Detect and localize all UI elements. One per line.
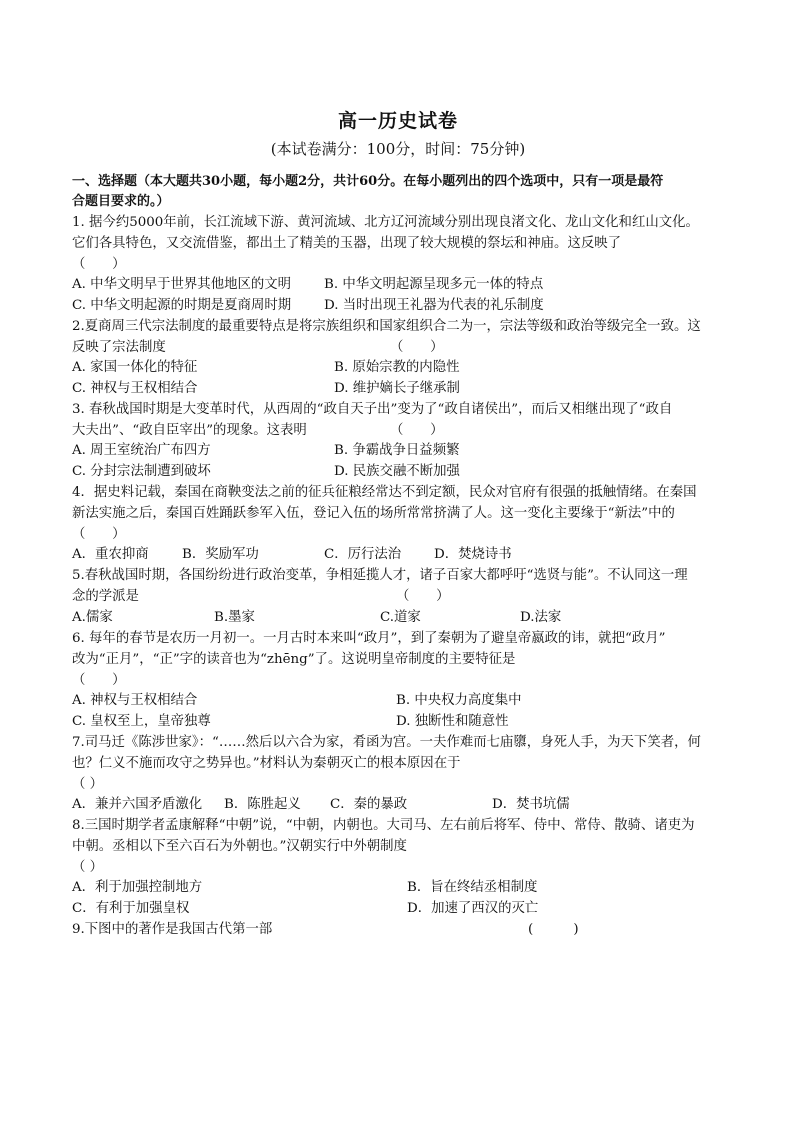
q6-option-d: D. 独断性和随意性 [396, 714, 509, 729]
q4-answer-paren: （ ） [72, 527, 126, 542]
q9-answer-paren: ( ) [528, 922, 579, 937]
q4-stem-line2: 新法实施之后，秦国百姓踊跃参军入伍，登记入伍的场所常常挤满了人。这一变化主要缘于“新法”中的 [72, 506, 675, 521]
section-heading-line1: 一、选择题（本大题共30小题，每小题2分，共计60分。在每小题列出的四个选项中，只有一项是最符 [72, 174, 664, 189]
q2-option-c: C. 神权与王权相结合 [72, 381, 198, 396]
q7-answer-paren: （ ） [72, 777, 104, 792]
section-heading-line2: 合题目要求的。） [72, 194, 170, 209]
q7-option-a: A．兼并六国矛盾激化 [72, 797, 203, 812]
q5-option-d: D.法家 [520, 610, 562, 625]
q5-option-c: C.道家 [380, 610, 421, 625]
q3-option-c: C. 分封宗法制遭到破坏 [72, 464, 211, 479]
q3-option-d: D. 民族交融不断加强 [334, 464, 460, 479]
q8-option-a: A．利于加强控制地方 [72, 880, 203, 895]
q5-answer-paren: （ ） [396, 589, 450, 604]
q2-stem-line2: 反映了宗法制度 [72, 340, 166, 355]
q6-answer-paren: （ ） [72, 673, 126, 688]
q7-option-c: C．秦的暴政 [330, 797, 408, 812]
q5-option-a: A.儒家 [72, 610, 113, 625]
q6-option-b: B. 中央权力高度集中 [396, 693, 522, 708]
q1-option-a: A. 中华文明早于世界其他地区的文明 [72, 277, 292, 292]
q1-stem-line1: 1. 据今约5000年前，长江流域下游、黄河流域、北方辽河流域分别出现良渚文化、龙山文化和红山文化。 [72, 215, 699, 230]
q3-option-a: A. 周王室统治广布四方 [72, 443, 211, 458]
q4-option-c: C．厉行法治 [324, 547, 402, 562]
q9-stem-line1: 9.下图中的著作是我国古代第一部 [72, 922, 273, 937]
q1-stem-line2: 它们各具特色，又交流借鉴，都出土了精美的玉器，出现了较大规模的祭坛和神庙。这反映了 [72, 236, 622, 251]
q2-option-a: A. 家国一体化的特征 [72, 360, 198, 375]
q8-option-c: C．有利于加强皇权 [72, 901, 190, 916]
q5-stem-line2: 念的学派是 [72, 589, 139, 604]
q6-stem-line1: 6. 每年的春节是农历一月初一。一月古时本来叫“政月”，到了秦朝为了避皇帝嬴政的讳，就把“政月” [72, 631, 666, 646]
q8-option-b: B．旨在终结丞相制度 [407, 880, 538, 895]
q1-option-b: B. 中华文明起源呈现多元一体的特点 [324, 277, 544, 292]
q4-option-b: B．奖励军功 [182, 547, 259, 562]
q3-stem-line2: 大夫出”、“政自臣宰出”的现象。这表明 [72, 423, 307, 438]
q5-stem-line1: 5.春秋战国时期，各国纷纷进行政治变革，争相延揽人才，诸子百家大都呼吁“选贤与能”。不认同这一理 [72, 568, 688, 583]
exam-title: 高一历史试卷 [337, 110, 458, 132]
q2-stem-line1: 2.夏商周三代宗法制度的最重要特点是将宗族组织和国家组织合二为一，宗法等级和政治等级完全一致。这 [72, 319, 701, 334]
q8-stem-line1: 8.三国时期学者孟康解释“中朝”说，“中朝，内朝也。大司马、左右前后将军、侍中、常侍、散骑、诸吏为 [72, 818, 695, 833]
q7-option-d: D．焚书坑儒 [492, 797, 570, 812]
q7-stem-line1: 7.司马迁《陈涉世家》：“……然后以六合为家，肴函为宫。一夫作难而七庙隳，身死人手，为天下笑者，何 [72, 735, 701, 750]
q8-answer-paren: （ ） [72, 860, 104, 875]
q4-option-d: D．焚烧诗书 [434, 547, 512, 562]
q6-option-c: C. 皇权至上，皇帝独尊 [72, 714, 211, 729]
q1-option-d: D. 当时出现王礼器为代表的礼乐制度 [324, 298, 544, 313]
q4-option-a: A．重农抑商 [72, 547, 149, 562]
q7-stem-line2: 也？仁义不施而攻守之势异也。”材料认为秦朝灭亡的根本原因在于 [72, 756, 461, 771]
q1-option-c: C. 中华文明起源的时期是夏商周时期 [72, 298, 292, 313]
q3-option-b: B. 争霸战争日益频繁 [334, 443, 460, 458]
q2-answer-paren: （ ） [390, 340, 444, 355]
q2-option-b: B. 原始宗教的内隐性 [334, 360, 460, 375]
q5-option-b: B.墨家 [214, 610, 255, 625]
q6-option-a: A. 神权与王权相结合 [72, 693, 198, 708]
q1-answer-paren: （ ） [72, 257, 126, 272]
q7-option-b: B．陈胜起义 [224, 797, 301, 812]
q8-stem-line2: 中朝。丞相以下至六百石为外朝也。”汉朝实行中外朝制度 [72, 839, 407, 854]
q6-stem-line2: 改为“正月”，“正”字的读音也为“zhēng”了。这说明皇帝制度的主要特征是 [72, 652, 516, 667]
q3-stem-line1: 3. 春秋战国时期是大变革时代，从西周的“政自天子出”变为了“政自诸侯出”，而后又相继出现了“政自 [72, 402, 673, 417]
q4-stem-line1: 4．据史料记载，秦国在商鞅变法之前的征兵征粮经常达不到定额，民众对官府有很强的抵触情绪。在秦国 [72, 485, 697, 500]
exam-subtitle: (本试卷满分：100分，时间：75分钟) [270, 140, 526, 158]
q3-answer-paren: （ ） [390, 423, 444, 438]
q8-option-d: D．加速了西汉的灭亡 [407, 901, 539, 916]
q2-option-d: D. 维护嫡长子继承制 [334, 381, 460, 396]
